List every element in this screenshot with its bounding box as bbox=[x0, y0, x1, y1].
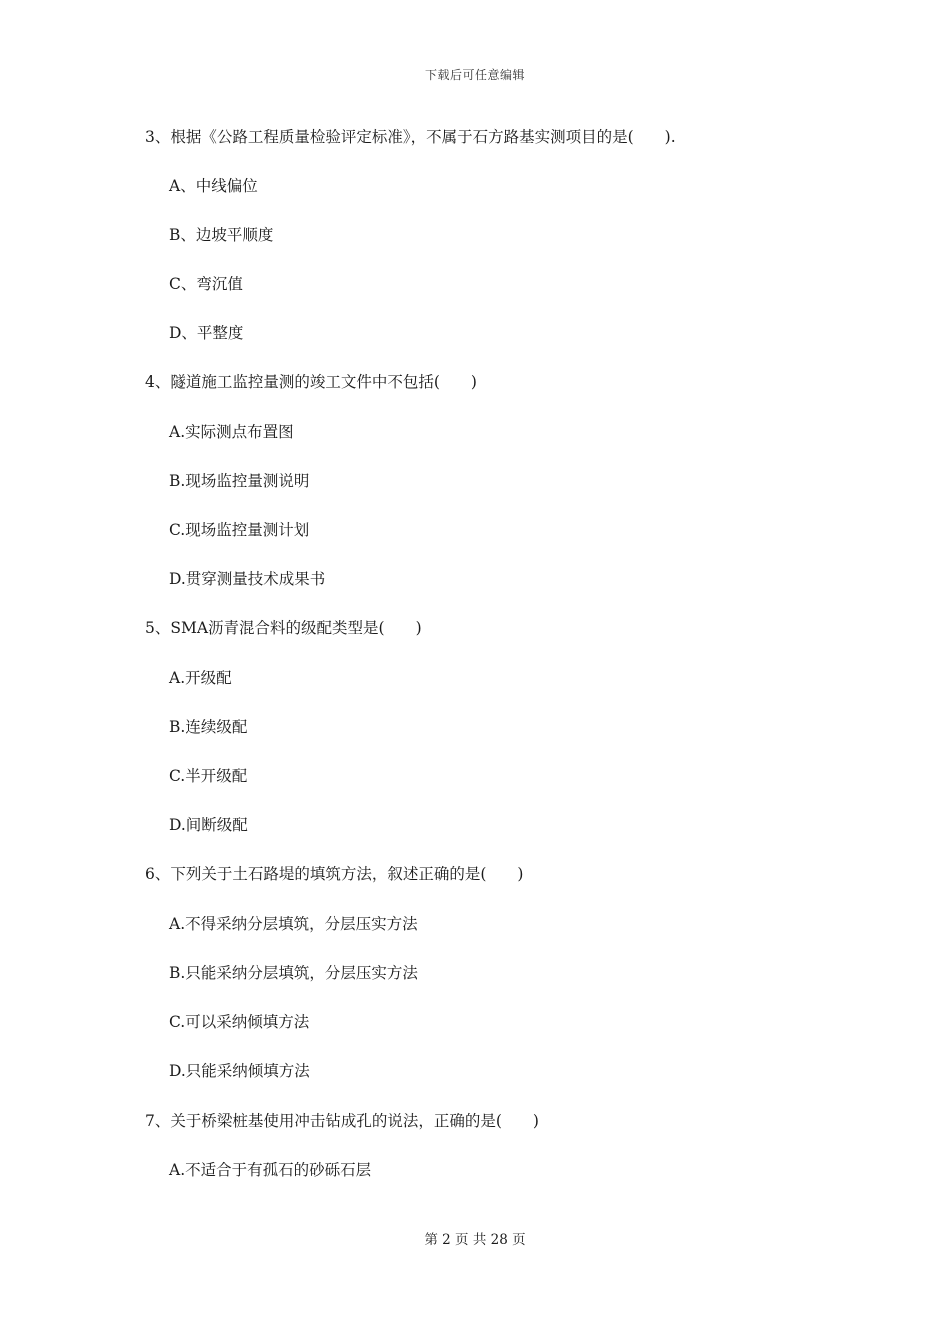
question-5-option-d: D.间断级配 bbox=[169, 816, 248, 834]
question-7-option-a: A.不适合于有孤石的砂砾石层 bbox=[169, 1161, 372, 1179]
question-5-stem: 5、SMA沥青混合料的级配类型是( ) bbox=[145, 619, 422, 637]
question-4-stem: 4、隧道施工监控量测的竣工文件中不包括( ) bbox=[145, 373, 477, 391]
question-3-option-d: D、平整度 bbox=[169, 324, 244, 342]
page-header: 下载后可任意编辑 bbox=[424, 68, 525, 82]
question-6-option-b: B.只能采纳分层填筑，分层压实方法 bbox=[169, 964, 418, 982]
question-3-option-c: C、弯沉值 bbox=[169, 275, 243, 293]
question-3-option-a: A、中线偏位 bbox=[169, 177, 258, 195]
question-4-option-d: D.贯穿测量技术成果书 bbox=[169, 570, 326, 588]
question-7-stem: 7、关于桥梁桩基使用冲击钻成孔的说法，正确的是( ) bbox=[145, 1112, 539, 1130]
question-3-option-b: B、边坡平顺度 bbox=[169, 226, 274, 244]
question-6-stem: 6、下列关于土石路堤的填筑方法，叙述正确的是( ) bbox=[145, 865, 524, 883]
question-4-option-b: B.现场监控量测说明 bbox=[169, 472, 310, 490]
page-footer: 第 2 页 共 28 页 bbox=[424, 1232, 526, 1248]
question-6-option-a: A.不得采纳分层填筑，分层压实方法 bbox=[169, 915, 418, 933]
question-3-stem: 3、根据《公路工程质量检验评定标准》，不属于石方路基实测项目的是( ). bbox=[145, 128, 676, 146]
question-5-option-c: C.半开级配 bbox=[169, 767, 248, 785]
question-5-option-b: B.连续级配 bbox=[169, 718, 248, 736]
question-6-option-d: D.只能采纳倾填方法 bbox=[169, 1062, 310, 1080]
question-4-option-c: C.现场监控量测计划 bbox=[169, 521, 310, 539]
question-6-option-c: C.可以采纳倾填方法 bbox=[169, 1013, 310, 1031]
question-5-option-a: A.开级配 bbox=[169, 669, 232, 687]
question-4-option-a: A.实际测点布置图 bbox=[169, 423, 294, 441]
